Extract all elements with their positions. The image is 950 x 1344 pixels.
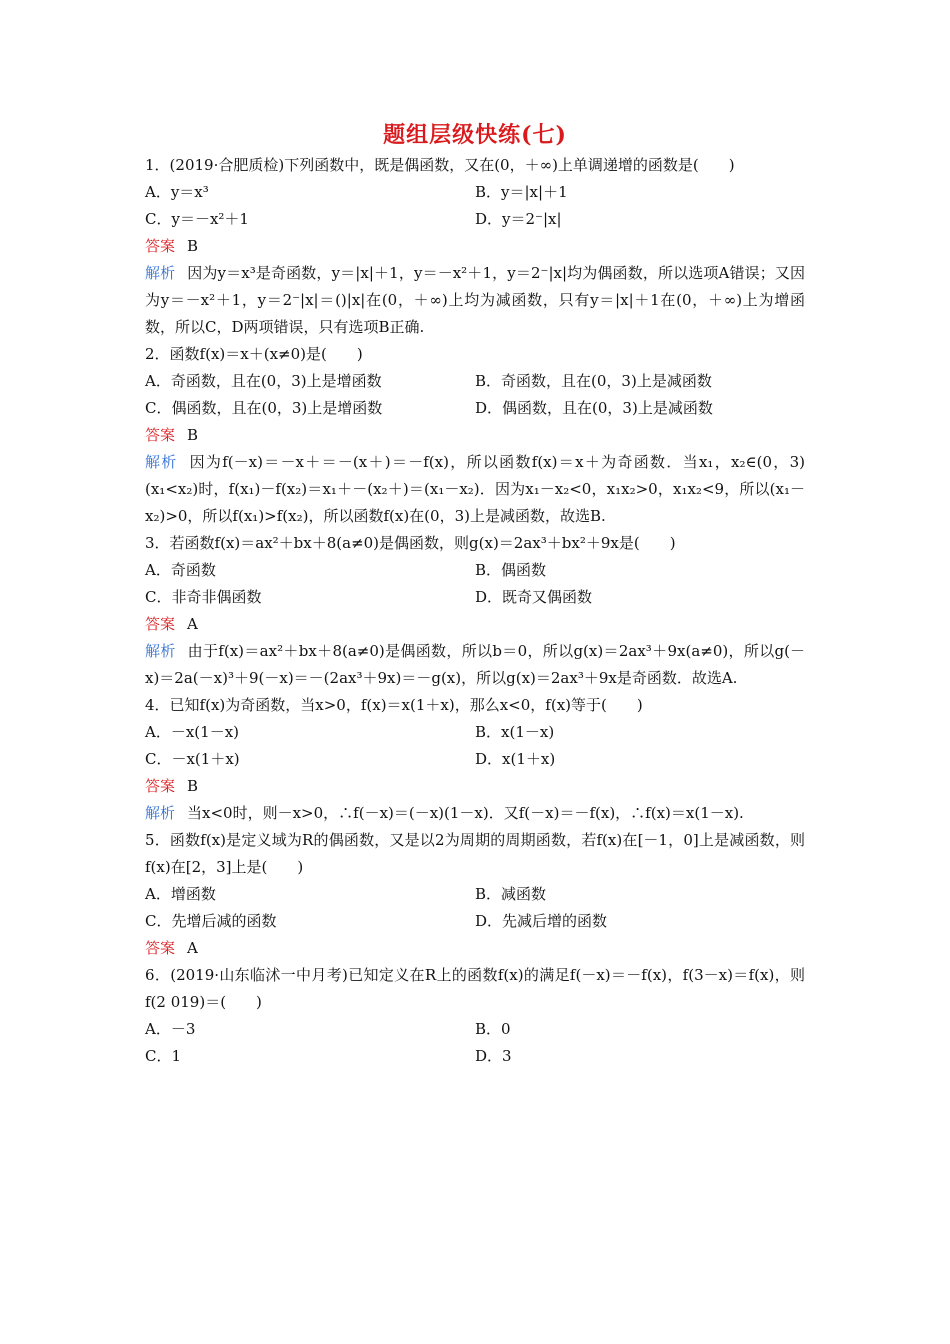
- answer-value: A: [187, 939, 198, 957]
- answer-line: [145, 422, 805, 449]
- option-row: [145, 1016, 805, 1043]
- option-b: B．偶函数: [475, 561, 547, 579]
- analysis-block: [145, 638, 805, 692]
- option-b: B．减函数: [475, 885, 547, 903]
- page-title: 题组层级快练(七): [383, 122, 567, 148]
- answer-value: B: [187, 237, 199, 255]
- analysis-label: 解析: [145, 804, 176, 822]
- analysis-label: 解析: [145, 642, 176, 660]
- option-d: D．先减后增的函数: [475, 912, 608, 930]
- option-d: D．y＝2⁻|x|: [475, 210, 562, 228]
- analysis-label: 解析: [145, 453, 178, 471]
- option-row: [145, 881, 805, 908]
- option-d: D．偶函数，且在(0，3)上是减函数: [475, 399, 713, 417]
- answer-value: A: [187, 615, 198, 633]
- option-c: C．先增后减的函数: [145, 912, 277, 930]
- option-row: [145, 584, 805, 611]
- option-row: [145, 395, 805, 422]
- option-a: A．奇函数: [145, 561, 216, 579]
- option-row: [145, 746, 805, 773]
- analysis-block: [145, 800, 805, 827]
- question-stem: 1．(2019·合肥质检)下列函数中，既是偶函数，又在(0，＋∞)上单调递增的函数是( ): [145, 156, 735, 174]
- option-a: A．奇函数，且在(0，3)上是增函数: [145, 372, 382, 390]
- option-b: B．奇函数，且在(0，3)上是减函数: [475, 372, 712, 390]
- option-row: [145, 206, 805, 233]
- analysis-text: 当x<0时，则－x>0，∴f(－x)＝(－x)(1－x)．又f(－x)＝－f(x)，∴f(x)＝x(1－x).: [187, 804, 744, 822]
- answer-label: 答案: [145, 615, 176, 633]
- analysis-block: [145, 449, 805, 530]
- option-c: C．y＝－x²＋1: [145, 210, 249, 228]
- question-stem: 2．函数f(x)＝x＋(x≠0)是( ): [145, 345, 363, 363]
- answer-line: [145, 935, 805, 962]
- analysis-text: 因为y＝x³是奇函数，y＝|x|＋1，y＝－x²＋1，y＝2⁻|x|均为偶函数，所以选项A错误；又因为y＝－x²＋1，y＝2⁻|x|＝()|x|在(0，＋∞)上均为减函数，只有y＝|x|＋1在(0，＋∞)上为增函数，所以C，D两项错误，只有选项B正确.: [145, 264, 805, 336]
- option-c: C．1: [145, 1047, 182, 1065]
- option-d: D．x(1＋x): [475, 750, 556, 768]
- question-stem: 5．函数f(x)是定义域为R的偶函数，又是以2为周期的周期函数，若f(x)在[－1，0]上是减函数，则f(x)在[2，3]上是( ): [145, 831, 805, 876]
- answer-value: B: [187, 426, 199, 444]
- option-b: B．0: [475, 1020, 511, 1038]
- question-stem: 4．已知f(x)为奇函数，当x>0，f(x)＝x(1＋x)，那么x<0，f(x)等于( ): [145, 696, 643, 714]
- answer-label: 答案: [145, 237, 176, 255]
- option-d: D．3: [475, 1047, 512, 1065]
- option-row: [145, 1043, 805, 1070]
- option-a: A．－x(1－x): [145, 723, 239, 741]
- option-row: [145, 368, 805, 395]
- answer-line: [145, 233, 805, 260]
- question-stem: 6．(2019·山东临沭一中月考)已知定义在R上的函数f(x)的满足f(－x)＝－f(x)，f(3－x)＝f(x)，则f(2 019)＝( ): [145, 966, 805, 1011]
- option-b: B．x(1－x): [475, 723, 555, 741]
- answer-line: [145, 611, 805, 638]
- question-list: [145, 152, 805, 1070]
- answer-label: 答案: [145, 939, 176, 957]
- option-row: [145, 557, 805, 584]
- option-d: D．既奇又偶函数: [475, 588, 593, 606]
- question-stem: 3．若函数f(x)＝ax²＋bx＋8(a≠0)是偶函数，则g(x)＝2ax³＋bx²＋9x是( ): [145, 534, 676, 552]
- option-a: A．y＝x³: [145, 183, 209, 201]
- answer-label: 答案: [145, 777, 176, 795]
- answer-label: 答案: [145, 426, 176, 444]
- option-row: [145, 719, 805, 746]
- answer-line: [145, 773, 805, 800]
- analysis-block: [145, 260, 805, 341]
- analysis-label: 解析: [145, 264, 176, 282]
- option-a: A．－3: [145, 1020, 196, 1038]
- analysis-text: 因为f(－x)＝－x＋＝－(x＋)＝－f(x)，所以函数f(x)＝x＋为奇函数．当x₁，x₂∈(0，3)(x₁<x₂)时，f(x₁)－f(x₂)＝x₁＋－(x₂＋)＝(x₁－x₂)．因为x₁－x₂<0，x₁x₂>0，x₁x₂<9，所以(x₁－x₂)>0，所以f(x₁)>f(x₂)，所以函数f(x)在(0，3)上是减函数，故选B.: [145, 453, 805, 525]
- option-row: [145, 179, 805, 206]
- analysis-text: 由于f(x)＝ax²＋bx＋8(a≠0)是偶函数，所以b＝0，所以g(x)＝2ax³＋9x(a≠0)，所以g(－x)＝2a(－x)³＋9(－x)＝－(2ax³＋9x)＝－g(x)，所以g(x)＝2ax³＋9x是奇函数．故选A.: [145, 642, 805, 687]
- option-b: B．y＝|x|＋1: [475, 183, 568, 201]
- option-row: [145, 908, 805, 935]
- option-c: C．非奇非偶函数: [145, 588, 262, 606]
- option-c: C．偶函数，且在(0，3)上是增函数: [145, 399, 383, 417]
- option-c: C．－x(1＋x): [145, 750, 240, 768]
- option-a: A．增函数: [145, 885, 216, 903]
- answer-value: B: [187, 777, 199, 795]
